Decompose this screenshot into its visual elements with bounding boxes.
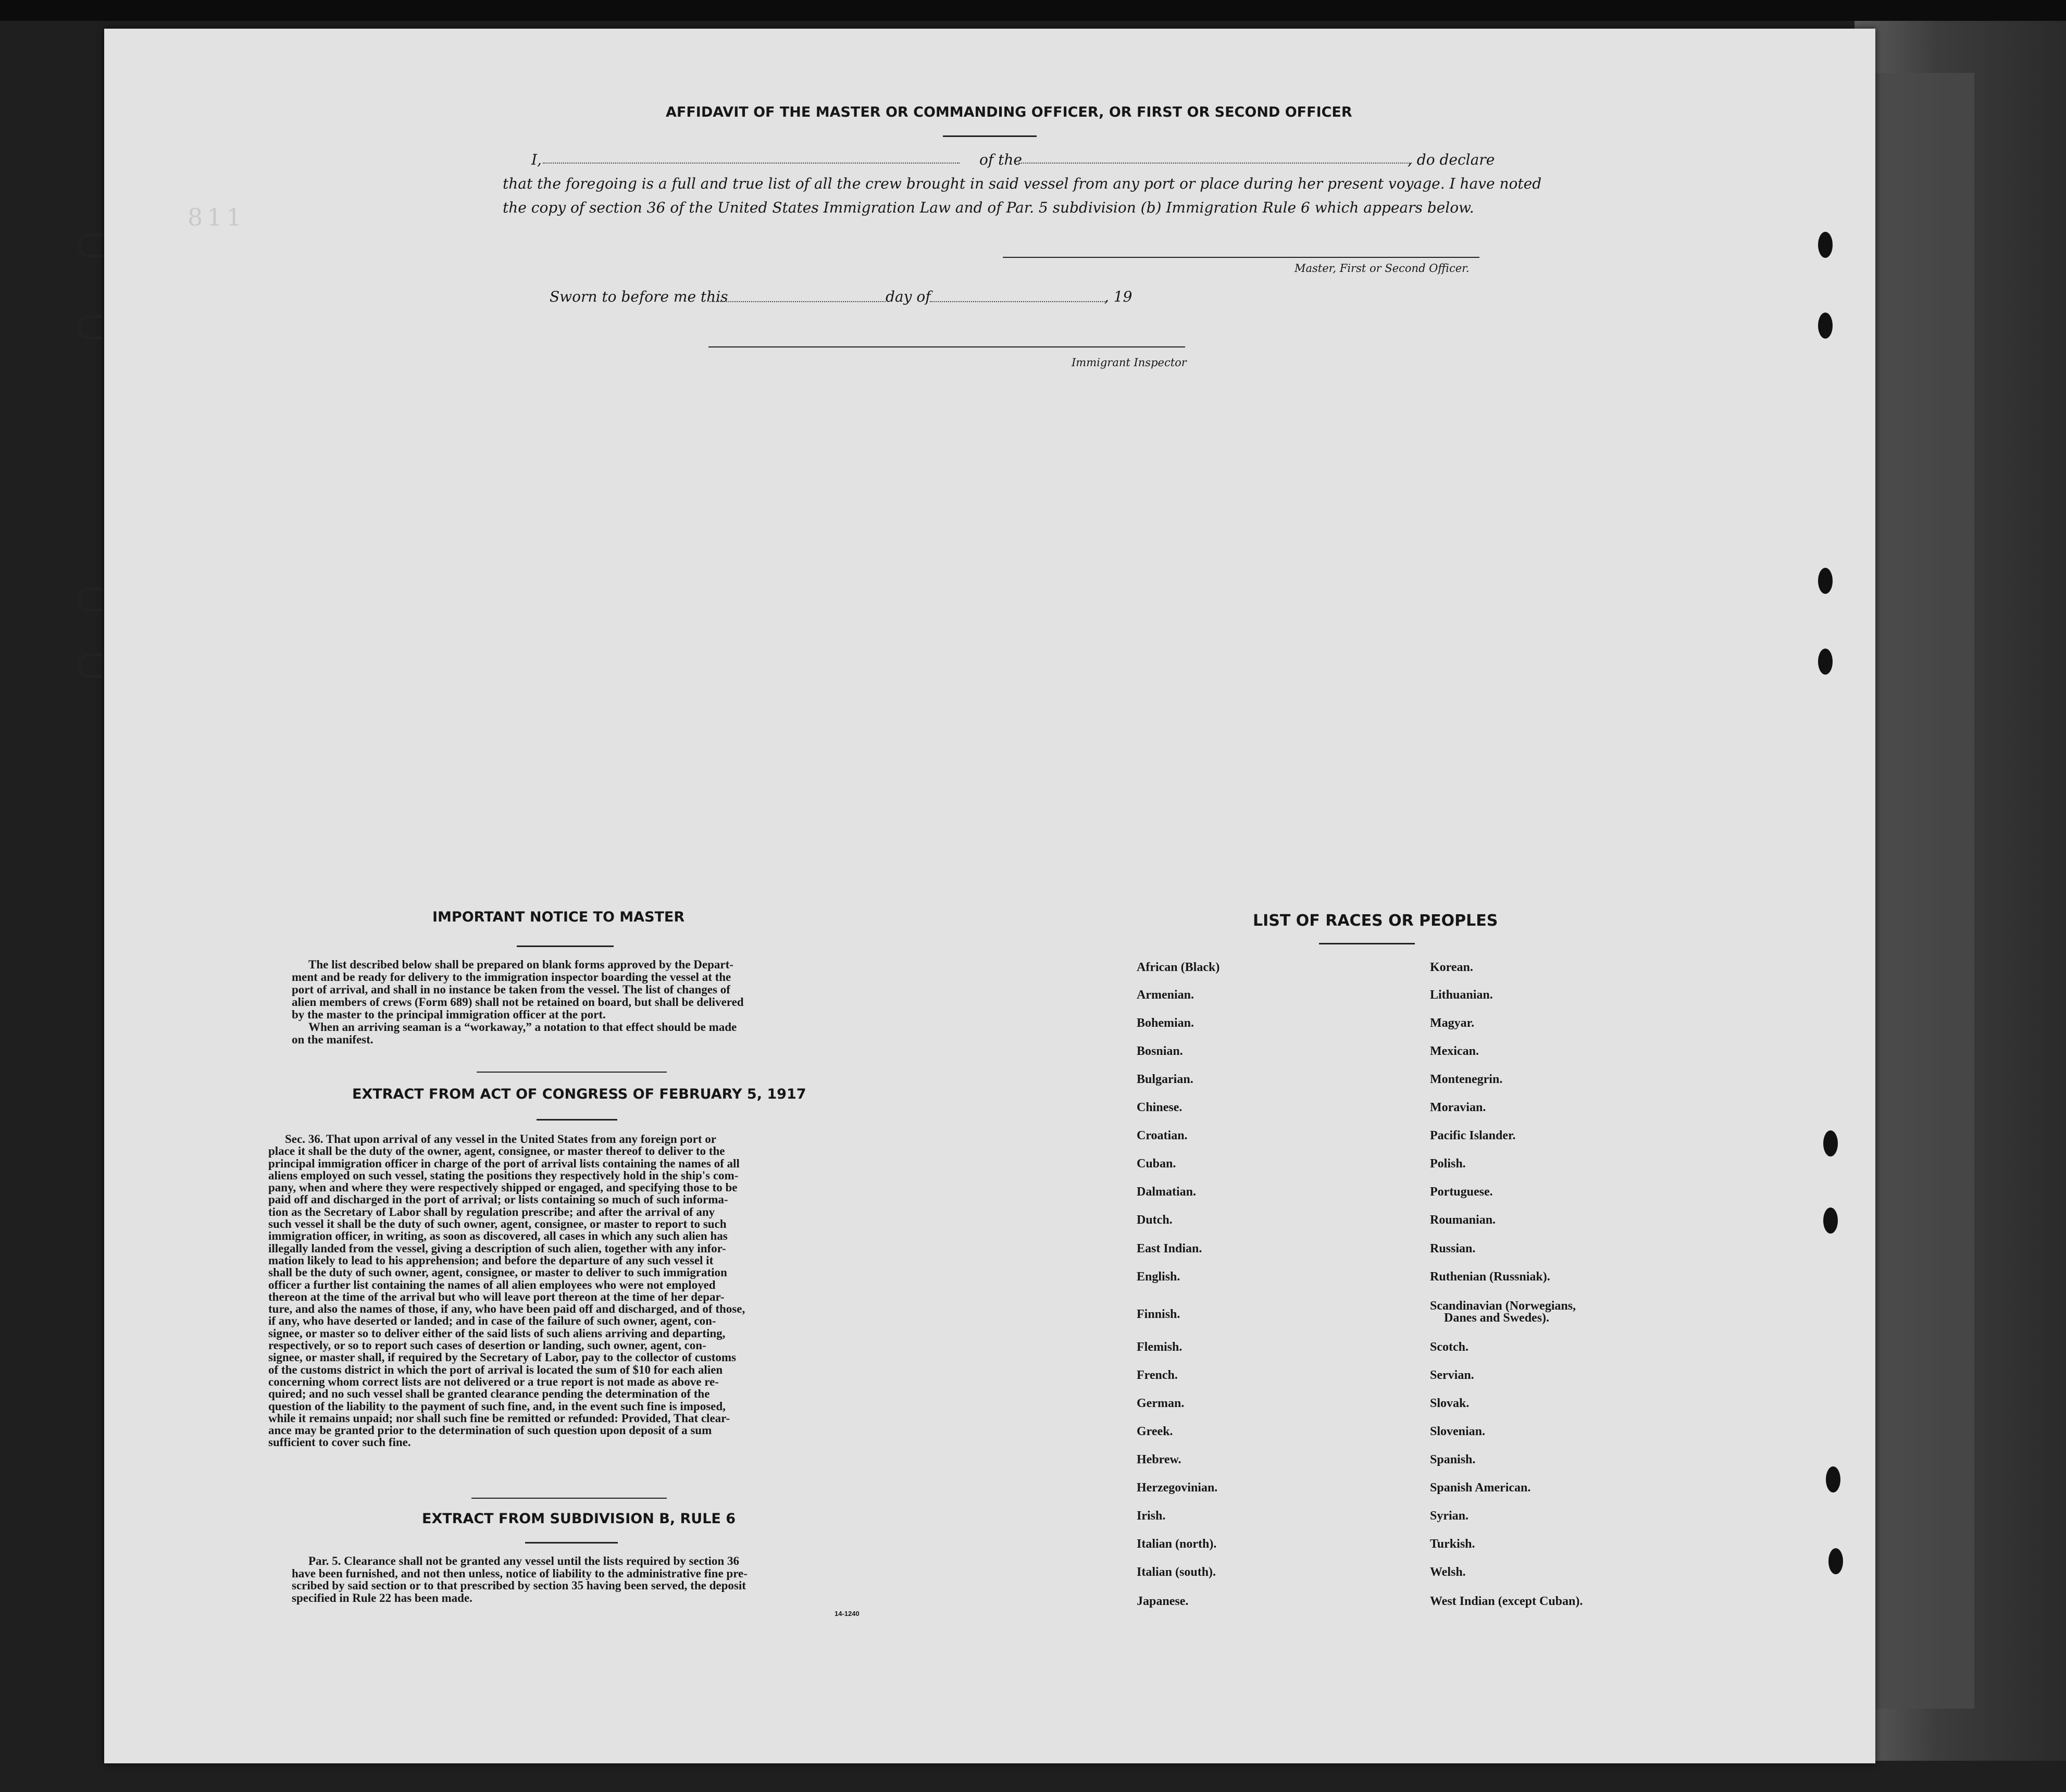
- race-item-right: Servian.: [1430, 1368, 1474, 1382]
- sworn-day-of: day of: [886, 288, 931, 305]
- race-item-right: Scandinavian (Norwegians,: [1430, 1299, 1576, 1313]
- punch-hole-icon: [1818, 568, 1833, 594]
- race-item-left: Irish.: [1137, 1509, 1166, 1523]
- paragraph-line: respectively, or so to report such cases of desertion or landing, such owner, agent, con-: [268, 1339, 706, 1352]
- paragraph-line: aliens employed on such vessel, stating the positions they respectively hold in the ship's com-: [268, 1168, 739, 1182]
- races-divider: [1319, 943, 1415, 944]
- paragraph-line: Sec. 36. That upon arrival of any vessel in the United States from any foreign port or: [285, 1133, 716, 1146]
- punch-hole-icon: [1818, 313, 1833, 339]
- race-item-right: Slovenian.: [1430, 1425, 1486, 1438]
- paragraph-line: officer a further list containing the names of all alien employees who were not employed: [268, 1278, 716, 1291]
- notice-line: ment and be ready for delivery to the immigration inspector boarding the vessel at the: [292, 970, 731, 984]
- affidavit-of-the: of the: [979, 151, 1022, 168]
- race-item-right: Lithuanian.: [1430, 988, 1493, 1002]
- paragraph-line: such vessel it shall be the duty of such owner, agent, consignee, or master to report to such: [268, 1217, 727, 1231]
- punch-hole-icon: [1828, 1548, 1843, 1574]
- sworn-prefix: Sworn to before me this: [550, 288, 728, 305]
- paragraph-line: concerning whom correct lists are not delivered or a true report is not made as above re-: [268, 1375, 719, 1388]
- master-signature-caption: Master, First or Second Officer.: [1295, 262, 1470, 275]
- races-title: LIST OF RACES OR PEOPLES: [1253, 912, 1498, 930]
- paragraph-line: scribed by said section or to that prescribed by section 35 having been served, the deposit: [292, 1579, 746, 1592]
- race-item-left: Flemish.: [1137, 1340, 1183, 1354]
- title-divider: [943, 135, 1037, 137]
- race-item-left: Dalmatian.: [1137, 1185, 1196, 1199]
- notice-line: When an arriving seaman is a “workaway,” a notation to that effect should be made: [308, 1021, 737, 1034]
- race-item-right: Mexican.: [1430, 1044, 1479, 1058]
- race-item-left: Cuban.: [1137, 1157, 1176, 1171]
- race-item-right: Moravian.: [1430, 1101, 1486, 1114]
- affidavit-title: AFFIDAVIT OF THE MASTER OR COMMANDING OFFICER, OR FIRST OR SECOND OFFICER: [666, 104, 1352, 120]
- scan-top-edge: [0, 0, 2066, 21]
- race-item-left: East Indian.: [1137, 1242, 1202, 1255]
- paragraph-line: thereon at the time of the arrival but who will leave port thereon at the time of her depar-: [268, 1290, 725, 1303]
- section-divider: [477, 1072, 667, 1073]
- vessel-blank-line: [1018, 163, 1412, 164]
- race-item-left: Chinese.: [1137, 1101, 1183, 1114]
- extract-rule-divider: [525, 1542, 618, 1544]
- race-item-right: Scotch.: [1430, 1340, 1468, 1354]
- paragraph-line: question of the liability to the payment of such fine, and, in the event such fine is imposed,: [268, 1399, 726, 1413]
- race-item-right: Polish.: [1430, 1157, 1466, 1171]
- manifest-page: [104, 29, 1875, 1763]
- paragraph-line: pany, when and where they were respectively shipped or engaged, and specifying those to be: [268, 1181, 738, 1194]
- race-item-left: Armenian.: [1137, 988, 1194, 1002]
- notice-line: The list described below shall be prepared on blank forms approved by the Depart-: [308, 958, 733, 971]
- affidavit-i: I,: [531, 151, 542, 168]
- sworn-year: , 19: [1104, 288, 1132, 305]
- name-blank-line: [543, 163, 960, 164]
- paragraph-line: shall be the duty of such owner, agent, consignee, or master to deliver to such immigration: [268, 1266, 727, 1279]
- paragraph-line: of the customs district in which the port of arrival is located the sum of $10 for each alien: [268, 1363, 723, 1376]
- punch-hole-icon: [1818, 649, 1833, 675]
- notice-title: IMPORTANT NOTICE TO MASTER: [432, 909, 685, 925]
- paragraph-line: have been furnished, and not then unless, notice of liability to the administrative fine pre-: [292, 1566, 748, 1580]
- paragraph-line: quired; and no such vessel shall be granted clearance pending the determination of the: [268, 1387, 710, 1401]
- paragraph-line: mation likely to lead to his apprehension; and before the departure of any such vessel it: [268, 1253, 714, 1267]
- race-item-right: Portuguese.: [1430, 1185, 1493, 1199]
- scan-underlying-sheet: [1870, 73, 1974, 1709]
- paragraph-line: signee, or master so to deliver either of the said lists of such aliens arriving and departing,: [268, 1326, 726, 1340]
- race-item-right: Russian.: [1430, 1242, 1476, 1255]
- paragraph-line: Par. 5. Clearance shall not be granted any vessel until the lists required by section 36: [308, 1554, 739, 1567]
- extract-act-divider: [537, 1119, 617, 1121]
- punch-hole-icon: [1823, 1208, 1838, 1234]
- extract-act-title: EXTRACT FROM ACT OF CONGRESS OF FEBRUARY 5, 1917: [352, 1086, 806, 1102]
- race-item-right: Welsh.: [1430, 1565, 1466, 1579]
- race-item-right: Slovak.: [1430, 1397, 1470, 1410]
- extract-act-text: [268, 1133, 865, 1449]
- paragraph-line: ture, and also the names of those, if any, who have been paid off and discharged, and of those,: [268, 1302, 745, 1316]
- notice-line: port of arrival, and shall in no instance be taken from the vessel. The list of changes of: [292, 983, 730, 996]
- race-item-left: Dutch.: [1137, 1213, 1173, 1227]
- race-item-left: Bohemian.: [1137, 1016, 1194, 1030]
- sworn-month-line: [930, 301, 1107, 302]
- inspector-caption: Immigrant Inspector: [1072, 356, 1187, 369]
- race-item-left: Italian (south).: [1137, 1565, 1216, 1579]
- paragraph-line: specified in Rule 22 has been made.: [292, 1591, 472, 1604]
- race-item-left: Bulgarian.: [1137, 1073, 1193, 1086]
- master-signature-line: [1003, 257, 1479, 258]
- race-item-left: Croatian.: [1137, 1129, 1188, 1142]
- race-item-left: Greek.: [1137, 1425, 1173, 1438]
- binder-ring-icon: [78, 233, 102, 257]
- extract-rule-title: EXTRACT FROM SUBDIVISION B, RULE 6: [422, 1511, 736, 1527]
- race-item-right: Syrian.: [1430, 1509, 1469, 1523]
- margin-number: 811: [188, 203, 246, 231]
- punch-hole-icon: [1823, 1130, 1838, 1156]
- paragraph-line: illegally landed from the vessel, giving a description of such alien, together with any infor-: [268, 1241, 726, 1255]
- binder-ring-icon: [78, 588, 102, 612]
- race-item-left: Herzegovinian.: [1137, 1481, 1218, 1495]
- race-item-left: English.: [1137, 1270, 1180, 1284]
- race-item-right: Roumanian.: [1430, 1213, 1496, 1227]
- notice-divider: [517, 945, 614, 947]
- paragraph-line: while it remains unpaid; nor shall such fine be remitted or refunded: Provided, That clear-: [268, 1411, 730, 1425]
- race-item-left: Hebrew.: [1137, 1453, 1181, 1466]
- binder-ring-icon: [78, 654, 102, 678]
- affidavit-do-declare: , do declare: [1408, 151, 1495, 168]
- race-item-right: Ruthenian (Russniak).: [1430, 1270, 1550, 1284]
- punch-hole-icon: [1818, 232, 1833, 258]
- inspector-signature-line: [708, 346, 1185, 347]
- race-item-left: French.: [1137, 1368, 1178, 1382]
- race-item-left: Italian (north).: [1137, 1537, 1217, 1551]
- paragraph-line: signee, or master shall, if required by the Secretary of Labor, pay to the collector of customs: [268, 1351, 736, 1364]
- paragraph-line: place it shall be the duty of the owner, agent, consignee, or master thereof to deliver to the: [268, 1144, 725, 1158]
- section-divider: [471, 1498, 667, 1499]
- paragraph-line: tion as the Secretary of Labor shall by regulation prescribe; and after the arrival of any: [268, 1205, 715, 1218]
- race-item-right: Spanish.: [1430, 1453, 1476, 1466]
- paragraph-line: ance may be granted prior to the determination of such question upon deposit of a sum: [268, 1424, 712, 1437]
- form-number: 14-1240: [835, 1610, 860, 1617]
- affidavit-line-2: that the foregoing is a full and true list of all the crew brought in said vessel from any port or place during her present voyage. I have noted: [503, 175, 1542, 192]
- punch-hole-icon: [1826, 1466, 1840, 1492]
- race-item-right: Korean.: [1430, 961, 1473, 974]
- affidavit-line-3: the copy of section 36 of the United States Immigration Law and of Par. 5 subdivision (b) Immigration Rule 6 which appears below.: [503, 199, 1474, 216]
- race-item-left: Finnish.: [1137, 1308, 1180, 1321]
- race-item-continuation: Danes and Swedes).: [1444, 1311, 1550, 1325]
- race-item-left: Bosnian.: [1137, 1044, 1183, 1058]
- race-item-right: Turkish.: [1430, 1537, 1475, 1551]
- race-item-left: African (Black): [1137, 961, 1220, 974]
- notice-text: [292, 959, 865, 1046]
- binder-ring-icon: [78, 315, 102, 339]
- paragraph-line: immigration officer, in writing, as soon as discovered, all cases in which any such alien has: [268, 1229, 728, 1243]
- race-item-right: Montenegrin.: [1430, 1073, 1503, 1086]
- race-item-left: German.: [1137, 1397, 1185, 1410]
- paragraph-line: if any, who have deserted or landed; and in case of the failure of such owner, agent, con-: [268, 1314, 716, 1328]
- paragraph-line: paid off and discharged in the port of arrival; or lists containing so much of such informa-: [268, 1193, 728, 1206]
- extract-rule-text: [292, 1555, 865, 1604]
- sworn-day-line: [710, 301, 886, 302]
- notice-line: by the master to the principal immigration officer at the port.: [292, 1008, 606, 1021]
- race-item-right: Spanish American.: [1430, 1481, 1531, 1495]
- race-item-right: Pacific Islander.: [1430, 1129, 1516, 1142]
- race-item-right: West Indian (except Cuban).: [1430, 1595, 1583, 1608]
- notice-line: on the manifest.: [292, 1033, 374, 1046]
- race-item-right: Magyar.: [1430, 1016, 1475, 1030]
- paragraph-line: sufficient to cover such fine.: [268, 1436, 411, 1449]
- notice-line: alien members of crews (Form 689) shall not be retained on board, but shall be delivered: [292, 995, 744, 1009]
- paragraph-line: principal immigration officer in charge of the port of arrival lists containing the names of all: [268, 1156, 740, 1170]
- race-item-left: Japanese.: [1137, 1595, 1189, 1608]
